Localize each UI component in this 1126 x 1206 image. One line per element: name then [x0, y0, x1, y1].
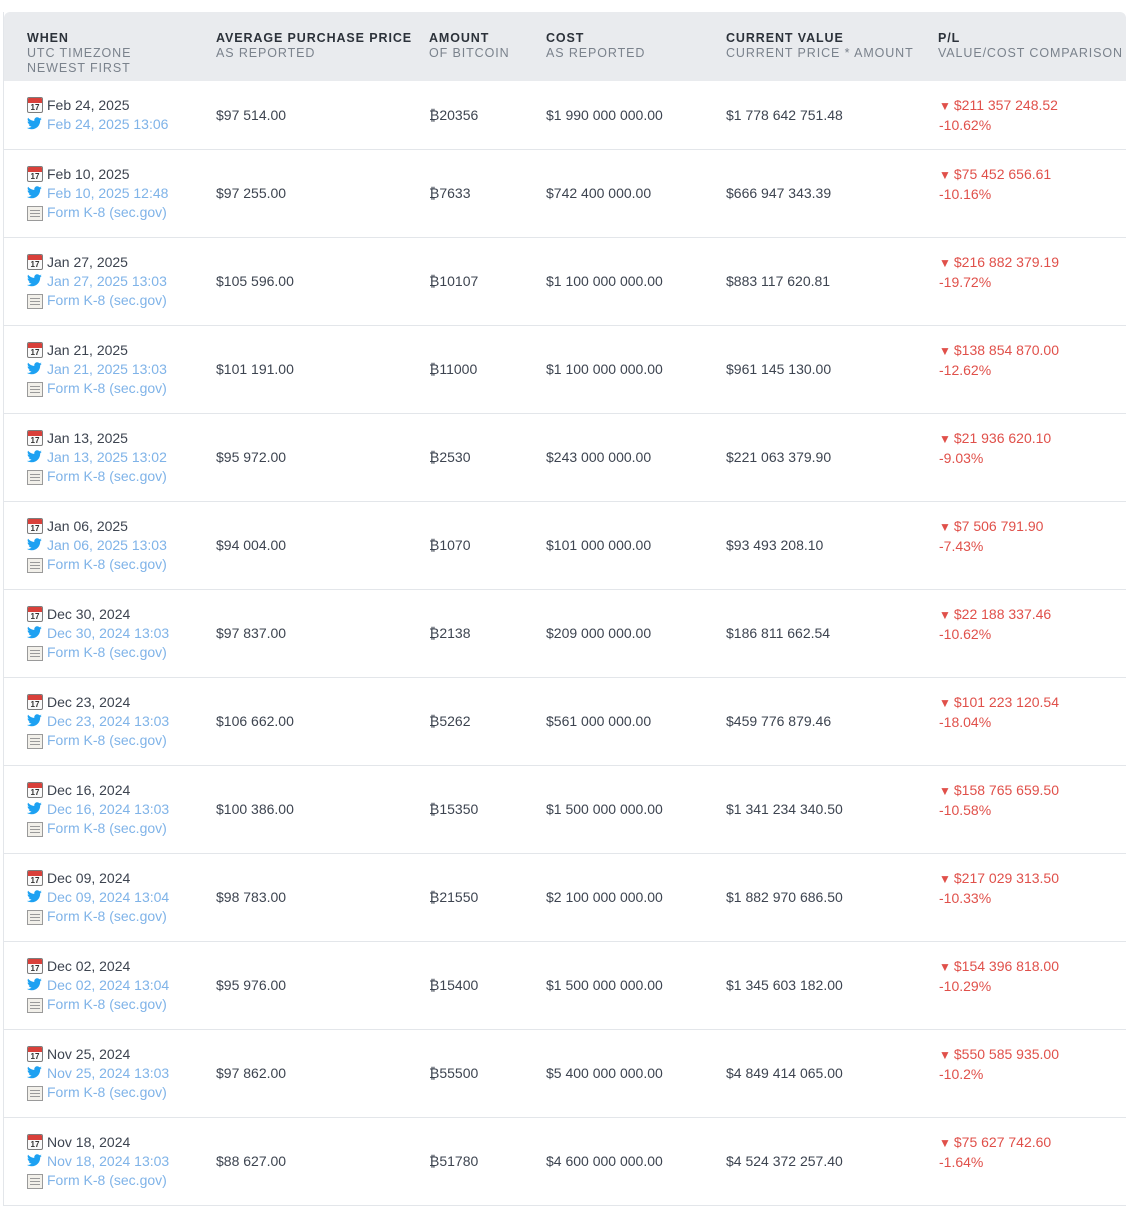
sec-form-link-text[interactable]: Form K-8 (sec.gov)	[47, 292, 167, 308]
average-price-cell: $97 862.00	[216, 1065, 287, 1081]
calendar-icon: 17	[27, 254, 43, 270]
amount-cell: ₿20356	[429, 107, 479, 123]
down-arrow-icon: ▼	[939, 872, 951, 886]
sec-form-link[interactable]	[27, 907, 169, 926]
pl-amount: $138 854 870.00	[953, 342, 1059, 358]
when-cell	[27, 693, 169, 750]
current-value-cell: $186 811 662.54	[726, 625, 831, 641]
pl-percent: -10.58%	[939, 802, 992, 818]
purchase-date	[27, 429, 167, 448]
tweet-link-text[interactable]: Feb 24, 2025 13:06	[47, 116, 169, 132]
tweet-link-text[interactable]: Jan 06, 2025 13:03	[47, 537, 167, 553]
when-cell	[27, 781, 169, 838]
tweet-link-text[interactable]: Dec 16, 2024 13:03	[47, 801, 170, 817]
down-arrow-icon: ▼	[939, 256, 951, 270]
sec-form-link-text[interactable]: Form K-8 (sec.gov)	[47, 468, 167, 484]
tweet-link[interactable]	[27, 115, 168, 134]
date-text: Dec 16, 2024	[47, 782, 131, 798]
current-value-cell: $1 778 642 751.48	[726, 107, 843, 123]
cost-cell: $1 100 000 000.00	[546, 361, 663, 377]
down-arrow-icon: ▼	[939, 99, 951, 113]
table-row	[4, 150, 1126, 238]
cost-cell: $742 400 000.00	[546, 185, 652, 201]
sec-form-link-text[interactable]: Form K-8 (sec.gov)	[47, 644, 167, 660]
cost-cell: $1 500 000 000.00	[546, 977, 663, 993]
column-subtitle-2: NEWEST FIRST	[27, 61, 131, 75]
twitter-bird-icon	[27, 186, 43, 202]
current-value-cell: $4 524 372 257.40	[726, 1153, 843, 1169]
sec-form-link-text[interactable]: Form K-8 (sec.gov)	[47, 204, 167, 220]
sec-form-link[interactable]	[27, 731, 169, 750]
pl-cell	[939, 429, 1051, 468]
column-header-amount[interactable]	[429, 31, 510, 61]
average-price-cell: $106 662.00	[216, 713, 294, 729]
pl-percent: -9.03%	[939, 450, 984, 466]
document-icon	[27, 1174, 43, 1189]
when-cell	[27, 165, 168, 222]
current-value-cell: $1 345 603 182.00	[726, 977, 843, 993]
tweet-link[interactable]	[27, 712, 169, 731]
calendar-icon: 17	[27, 342, 43, 358]
purchase-date	[27, 96, 168, 115]
calendar-icon: 17	[27, 430, 43, 446]
cost-cell: $101 000 000.00	[546, 537, 652, 553]
twitter-bird-icon	[27, 538, 43, 554]
sec-form-link[interactable]	[27, 379, 167, 398]
sec-form-link[interactable]	[27, 291, 167, 310]
down-arrow-icon: ▼	[939, 1136, 951, 1150]
when-cell	[27, 517, 167, 574]
average-price-cell: $98 783.00	[216, 889, 287, 905]
tweet-link-text[interactable]: Nov 18, 2024 13:03	[47, 1153, 170, 1169]
document-icon	[27, 1086, 43, 1101]
calendar-icon: 17	[27, 1046, 43, 1062]
table-body	[4, 81, 1126, 1206]
column-subtitle: UTC TIMEZONE	[27, 46, 132, 60]
pl-percent: -10.62%	[939, 626, 992, 642]
table-row	[4, 766, 1126, 854]
pl-cell	[939, 869, 1059, 908]
when-cell	[27, 341, 167, 398]
pl-amount: $217 029 313.50	[953, 870, 1059, 886]
date-text: Jan 21, 2025	[47, 342, 128, 358]
when-cell	[27, 1133, 169, 1190]
amount-cell: ₿15350	[429, 801, 479, 817]
date-text: Dec 09, 2024	[47, 870, 131, 886]
purchase-date	[27, 693, 169, 712]
pl-amount: $75 627 742.60	[953, 1134, 1052, 1150]
column-subtitle: AS REPORTED	[546, 46, 646, 60]
average-price-cell: $97 255.00	[216, 185, 287, 201]
current-value-cell: $221 063 379.90	[726, 449, 832, 465]
purchase-date	[27, 957, 169, 976]
tweet-link[interactable]	[27, 888, 169, 907]
amount-cell: ₿1070	[429, 537, 471, 553]
current-value-cell: $961 145 130.00	[726, 361, 832, 377]
column-title: WHEN	[27, 31, 69, 45]
document-icon	[27, 470, 43, 485]
average-price-cell: $95 972.00	[216, 449, 287, 465]
date-text: Feb 10, 2025	[47, 166, 130, 182]
cost-cell: $209 000 000.00	[546, 625, 652, 641]
column-title: CURRENT VALUE	[726, 31, 844, 45]
tweet-link[interactable]	[27, 448, 167, 467]
purchase-date	[27, 517, 167, 536]
when-cell	[27, 869, 169, 926]
column-title: AVERAGE PURCHASE PRICE	[216, 31, 412, 45]
pl-percent: -18.04%	[939, 714, 992, 730]
pl-amount: $158 765 659.50	[953, 782, 1059, 798]
down-arrow-icon: ▼	[939, 960, 951, 974]
average-price-cell: $105 596.00	[216, 273, 294, 289]
sec-form-link-text[interactable]: Form K-8 (sec.gov)	[47, 732, 167, 748]
amount-cell: ₿10107	[429, 273, 479, 289]
tweet-link-text[interactable]: Dec 09, 2024 13:04	[47, 889, 170, 905]
pl-cell	[939, 165, 1051, 204]
sec-form-link-text[interactable]: Form K-8 (sec.gov)	[47, 556, 167, 572]
when-cell	[27, 605, 169, 662]
document-icon	[27, 206, 43, 221]
date-text: Nov 18, 2024	[47, 1134, 131, 1150]
date-text: Feb 24, 2025	[47, 97, 130, 113]
cost-cell: $1 100 000 000.00	[546, 273, 663, 289]
pl-cell	[939, 781, 1059, 820]
twitter-bird-icon	[27, 890, 43, 906]
pl-cell	[939, 253, 1059, 292]
tweet-link[interactable]	[27, 976, 169, 995]
calendar-icon: 17	[27, 782, 43, 798]
sec-form-link[interactable]	[27, 1171, 169, 1190]
average-price-cell: $94 004.00	[216, 537, 287, 553]
sec-form-link[interactable]	[27, 555, 167, 574]
purchase-date	[27, 781, 169, 800]
calendar-icon: 17	[27, 958, 43, 974]
tweet-link[interactable]	[27, 536, 167, 555]
sec-form-link[interactable]	[27, 643, 169, 662]
down-arrow-icon: ▼	[939, 520, 951, 534]
tweet-link[interactable]	[27, 1064, 169, 1083]
pl-percent: -10.16%	[939, 186, 992, 202]
down-arrow-icon: ▼	[939, 696, 951, 710]
sec-form-link[interactable]	[27, 995, 169, 1014]
cost-cell: $2 100 000 000.00	[546, 889, 663, 905]
when-cell	[27, 253, 167, 310]
cost-cell: $243 000 000.00	[546, 449, 652, 465]
when-cell	[27, 957, 169, 1014]
average-price-cell: $100 386.00	[216, 801, 294, 817]
average-price-cell: $97 514.00	[216, 107, 287, 123]
average-price-cell: $97 837.00	[216, 625, 287, 641]
column-header-cost[interactable]	[546, 31, 645, 61]
calendar-icon: 17	[27, 694, 43, 710]
pl-cell	[939, 96, 1058, 135]
twitter-bird-icon	[27, 362, 43, 378]
tweet-link[interactable]	[27, 800, 169, 819]
twitter-bird-icon	[27, 978, 43, 994]
date-text: Dec 30, 2024	[47, 606, 131, 622]
cost-cell: $5 400 000 000.00	[546, 1065, 663, 1081]
purchase-date	[27, 869, 169, 888]
sec-form-link[interactable]	[27, 1083, 169, 1102]
document-icon	[27, 646, 43, 661]
table-row	[4, 1118, 1126, 1206]
pl-percent: -10.29%	[939, 978, 992, 994]
tweet-link-text[interactable]: Jan 27, 2025 13:03	[47, 273, 167, 289]
table-header	[4, 12, 1126, 81]
tweet-link[interactable]	[27, 184, 168, 203]
pl-amount: $216 882 379.19	[953, 254, 1059, 270]
current-value-cell: $1 882 970 686.50	[726, 889, 843, 905]
sec-form-link-text[interactable]: Form K-8 (sec.gov)	[47, 908, 167, 924]
tweet-link-text[interactable]: Feb 10, 2025 12:48	[47, 185, 169, 201]
column-header-pl[interactable]	[938, 31, 1123, 61]
pl-percent: -19.72%	[939, 274, 992, 290]
pl-cell	[939, 1133, 1051, 1172]
pl-amount: $75 452 656.61	[953, 166, 1052, 182]
table-row	[4, 502, 1126, 590]
current-value-cell: $93 493 208.10	[726, 537, 824, 553]
amount-cell: ₿15400	[429, 977, 479, 993]
tweet-link[interactable]	[27, 272, 167, 291]
pl-percent: -10.33%	[939, 890, 992, 906]
pl-amount: $22 188 337.46	[953, 606, 1052, 622]
purchase-date	[27, 1045, 169, 1064]
current-value-cell: $666 947 343.39	[726, 185, 832, 201]
table-row	[4, 678, 1126, 766]
calendar-icon: 17	[27, 606, 43, 622]
purchases-table	[3, 12, 1126, 1206]
table-row	[4, 854, 1126, 942]
amount-cell: ₿2530	[429, 449, 471, 465]
column-title: P/L	[938, 31, 961, 45]
table-row	[4, 414, 1126, 502]
pl-percent: -1.64%	[939, 1154, 984, 1170]
twitter-bird-icon	[27, 450, 43, 466]
pl-amount: $154 396 818.00	[953, 958, 1059, 974]
column-subtitle: VALUE/COST COMPARISON	[938, 46, 1123, 60]
table-row	[4, 81, 1126, 150]
calendar-icon: 17	[27, 166, 43, 182]
down-arrow-icon: ▼	[939, 784, 951, 798]
average-price-cell: $88 627.00	[216, 1153, 287, 1169]
table-row	[4, 942, 1126, 1030]
average-price-cell: $95 976.00	[216, 977, 287, 993]
current-value-cell: $883 117 620.81	[726, 273, 831, 289]
twitter-bird-icon	[27, 714, 43, 730]
column-header-average-price[interactable]	[216, 31, 412, 61]
purchase-date	[27, 605, 169, 624]
date-text: Jan 06, 2025	[47, 518, 128, 534]
amount-cell: ₿2138	[429, 625, 471, 641]
amount-cell: ₿21550	[429, 889, 479, 905]
tweet-link[interactable]	[27, 1152, 169, 1171]
pl-amount: $21 936 620.10	[953, 430, 1052, 446]
purchase-date	[27, 1133, 169, 1152]
when-cell	[27, 429, 167, 486]
pl-cell	[939, 341, 1059, 380]
tweet-link-text[interactable]: Jan 21, 2025 13:03	[47, 361, 167, 377]
pl-cell	[939, 517, 1043, 556]
pl-cell	[939, 693, 1059, 732]
pl-amount: $7 506 791.90	[953, 518, 1044, 534]
sec-form-link-text[interactable]: Form K-8 (sec.gov)	[47, 380, 167, 396]
pl-cell	[939, 605, 1051, 644]
date-text: Jan 13, 2025	[47, 430, 128, 446]
tweet-link[interactable]	[27, 624, 169, 643]
pl-amount: $550 585 935.00	[953, 1046, 1059, 1062]
document-icon	[27, 558, 43, 573]
down-arrow-icon: ▼	[939, 608, 951, 622]
sec-form-link[interactable]	[27, 203, 168, 222]
current-value-cell: $459 776 879.46	[726, 713, 832, 729]
date-text: Nov 25, 2024	[47, 1046, 131, 1062]
document-icon	[27, 294, 43, 309]
purchase-date	[27, 165, 168, 184]
down-arrow-icon: ▼	[939, 344, 951, 358]
date-text: Dec 02, 2024	[47, 958, 131, 974]
tweet-link-text[interactable]: Nov 25, 2024 13:03	[47, 1065, 170, 1081]
table-row	[4, 590, 1126, 678]
tweet-link[interactable]	[27, 360, 167, 379]
purchase-date	[27, 253, 167, 272]
when-cell	[27, 96, 168, 134]
tweet-link-text[interactable]: Dec 30, 2024 13:03	[47, 625, 170, 641]
column-title: AMOUNT	[429, 31, 490, 45]
pl-amount: $211 357 248.52	[953, 97, 1058, 113]
sec-form-link-text[interactable]: Form K-8 (sec.gov)	[47, 820, 167, 836]
document-icon	[27, 734, 43, 749]
amount-cell: ₿55500	[429, 1065, 479, 1081]
cost-cell: $561 000 000.00	[546, 713, 652, 729]
calendar-icon: 17	[27, 1134, 43, 1150]
pl-percent: -12.62%	[939, 362, 992, 378]
tweet-link-text[interactable]: Dec 02, 2024 13:04	[47, 977, 170, 993]
amount-cell: ₿51780	[429, 1153, 479, 1169]
column-subtitle: AS REPORTED	[216, 46, 316, 60]
current-value-cell: $1 341 234 340.50	[726, 801, 843, 817]
twitter-bird-icon	[27, 1154, 43, 1170]
twitter-bird-icon	[27, 117, 43, 133]
sec-form-link[interactable]	[27, 467, 167, 486]
pl-percent: -10.62%	[939, 117, 992, 133]
document-icon	[27, 822, 43, 837]
when-cell	[27, 1045, 169, 1102]
pl-amount: $101 223 120.54	[953, 694, 1059, 710]
cost-cell: $1 990 000 000.00	[546, 107, 663, 123]
table-row	[4, 326, 1126, 414]
calendar-icon: 17	[27, 97, 43, 113]
amount-cell: ₿11000	[429, 361, 478, 377]
pl-percent: -7.43%	[939, 538, 984, 554]
average-price-cell: $101 191.00	[216, 361, 294, 377]
pl-percent: -10.2%	[939, 1066, 984, 1082]
column-subtitle: OF BITCOIN	[429, 46, 510, 60]
cost-cell: $1 500 000 000.00	[546, 801, 663, 817]
twitter-bird-icon	[27, 274, 43, 290]
pl-cell	[939, 1045, 1059, 1084]
column-subtitle: CURRENT PRICE * AMOUNT	[726, 46, 914, 60]
document-icon	[27, 998, 43, 1013]
sec-form-link-text[interactable]: Form K-8 (sec.gov)	[47, 1084, 167, 1100]
column-header-current-value[interactable]	[726, 31, 914, 61]
twitter-bird-icon	[27, 1066, 43, 1082]
down-arrow-icon: ▼	[939, 168, 951, 182]
column-header-when[interactable]	[27, 31, 131, 76]
date-text: Jan 27, 2025	[47, 254, 128, 270]
calendar-icon: 17	[27, 518, 43, 534]
tweet-link-text[interactable]: Jan 13, 2025 13:02	[47, 449, 167, 465]
current-value-cell: $4 849 414 065.00	[726, 1065, 843, 1081]
down-arrow-icon: ▼	[939, 432, 951, 446]
pl-cell	[939, 957, 1059, 996]
sec-form-link-text[interactable]: Form K-8 (sec.gov)	[47, 996, 167, 1012]
column-title: COST	[546, 31, 585, 45]
down-arrow-icon: ▼	[939, 1048, 951, 1062]
date-text: Dec 23, 2024	[47, 694, 131, 710]
calendar-icon: 17	[27, 870, 43, 886]
twitter-bird-icon	[27, 626, 43, 642]
document-icon	[27, 910, 43, 925]
table-row	[4, 238, 1126, 326]
tweet-link-text[interactable]: Dec 23, 2024 13:03	[47, 713, 170, 729]
amount-cell: ₿7633	[429, 185, 471, 201]
table-row	[4, 1030, 1126, 1118]
purchase-date	[27, 341, 167, 360]
sec-form-link[interactable]	[27, 819, 169, 838]
amount-cell: ₿5262	[429, 713, 471, 729]
document-icon	[27, 382, 43, 397]
twitter-bird-icon	[27, 802, 43, 818]
cost-cell: $4 600 000 000.00	[546, 1153, 663, 1169]
sec-form-link-text[interactable]: Form K-8 (sec.gov)	[47, 1172, 167, 1188]
